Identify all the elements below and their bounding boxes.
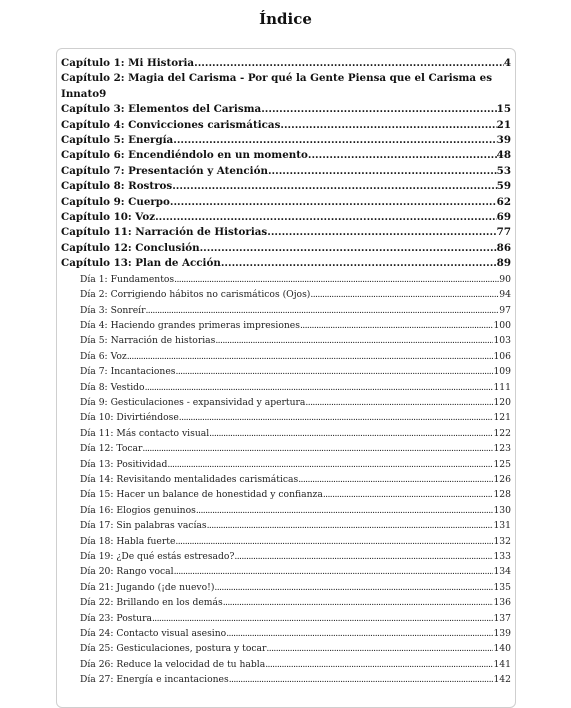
toc-leader <box>265 657 493 672</box>
toc-page-number: 97 <box>499 304 511 316</box>
toc-leader <box>266 641 493 656</box>
toc-leader <box>209 426 493 441</box>
toc-day-8[interactable] <box>61 380 511 395</box>
toc-leader <box>167 457 493 472</box>
toc-page-number: 89 <box>496 257 511 270</box>
toc-leader <box>207 518 494 533</box>
toc-day-9[interactable] <box>61 395 511 410</box>
toc-day-1[interactable] <box>61 272 511 287</box>
toc-chapter-label: Capítulo 6: Encendiéndolo en un momento <box>61 149 308 162</box>
toc-page-number: 69 <box>496 211 511 224</box>
toc-page-number: 86 <box>496 241 511 254</box>
toc-leader <box>179 410 494 425</box>
toc-page-number: 122 <box>493 427 511 439</box>
toc-day-label: Día 4: Haciendo grandes primeras impresiones <box>80 319 300 331</box>
toc-page-number: 135 <box>493 581 511 593</box>
toc-leader <box>145 380 494 395</box>
toc-chapter-label: Capítulo 1: Mi Historia <box>61 57 195 69</box>
toc-leader <box>152 611 494 626</box>
toc-page-number: 100 <box>493 319 511 331</box>
toc-day-20[interactable] <box>61 564 511 579</box>
toc-page-number: 136 <box>493 597 511 609</box>
toc-chapter-1[interactable] <box>61 56 511 71</box>
toc-day-19[interactable] <box>61 549 511 564</box>
toc-page-number: 126 <box>493 473 511 485</box>
toc-day-18[interactable] <box>61 534 511 549</box>
toc-page-number: 53 <box>496 164 511 177</box>
toc-day-label: Día 9: Gesticulaciones - expansividad y apertura <box>80 396 306 408</box>
toc-page-number: 128 <box>493 489 511 501</box>
toc-page-number: 140 <box>493 643 511 655</box>
toc-page-number: 94 <box>499 289 511 301</box>
toc-day-14[interactable] <box>61 472 511 487</box>
toc-leader <box>170 195 497 210</box>
toc-page-number: 4 <box>503 57 511 69</box>
toc-day-11[interactable] <box>61 426 511 441</box>
toc-chapter-label-continued: Innato <box>61 87 100 100</box>
toc-chapter-3[interactable] <box>61 102 511 117</box>
toc-page-number: 15 <box>496 103 511 116</box>
toc-day-16[interactable] <box>61 503 511 518</box>
toc-leader <box>221 256 497 271</box>
toc-page-number: 48 <box>496 149 511 162</box>
toc-chapter-5[interactable] <box>61 133 511 148</box>
toc-day-label: Día 19: ¿De qué estás estresado? <box>80 551 235 562</box>
toc-day-12[interactable] <box>61 441 511 456</box>
toc-leader <box>308 148 497 163</box>
toc-day-label: Día 21: Jugando (¡de nuevo!) <box>80 581 215 593</box>
table-of-contents <box>56 48 516 708</box>
toc-day-26[interactable] <box>61 657 511 672</box>
toc-page-number: 137 <box>493 612 511 624</box>
page-title: Índice <box>259 10 312 28</box>
toc-day-label: Día 24: Contacto visual asesino <box>80 628 227 640</box>
toc-day-label: Día 14: Revisitando mentalidades carismáticas <box>80 473 299 485</box>
toc-day-21[interactable] <box>61 580 511 595</box>
toc-chapter-12[interactable] <box>61 241 511 256</box>
toc-chapter-label: Capítulo 8: Rostros <box>61 180 173 193</box>
toc-page-number: 132 <box>493 535 511 547</box>
toc-leader <box>127 349 494 364</box>
toc-day-label: Día 25: Gesticulaciones, postura y tocar <box>80 643 267 655</box>
toc-leader <box>280 118 496 133</box>
toc-leader <box>310 287 499 302</box>
toc-leader <box>173 133 496 148</box>
toc-page-number: 111 <box>493 381 511 393</box>
toc-chapter-label: Capítulo 11: Narración de Historias <box>61 226 268 239</box>
toc-page-number: 77 <box>496 226 511 239</box>
toc-leader <box>229 672 494 687</box>
toc-leader <box>323 487 494 502</box>
toc-chapter-6[interactable] <box>61 148 511 163</box>
toc-chapter-label: Capítulo 5: Energía <box>61 134 174 147</box>
toc-day-label: Día 20: Rango vocal <box>80 566 174 578</box>
toc-page-number: 123 <box>493 443 511 455</box>
toc-chapter-9[interactable] <box>61 195 511 210</box>
toc-day-2[interactable] <box>61 287 511 302</box>
toc-leader <box>267 225 496 240</box>
toc-day-22[interactable] <box>61 595 511 610</box>
toc-leader <box>215 333 493 348</box>
toc-page-number: 141 <box>493 658 511 670</box>
toc-leader <box>142 441 493 456</box>
toc-leader <box>305 395 493 410</box>
toc-page-number: 133 <box>493 551 511 562</box>
toc-leader <box>172 179 496 194</box>
toc-day-label: Día 3: Sonreír <box>80 304 146 316</box>
toc-day-label: Día 15: Hacer un balance de honestidad y confianza <box>80 489 323 501</box>
toc-day-5[interactable] <box>61 333 511 348</box>
toc-page-number: 103 <box>493 335 511 347</box>
toc-day-23[interactable] <box>61 611 511 626</box>
toc-page-number: 62 <box>496 195 511 208</box>
toc-day-4[interactable] <box>61 318 511 333</box>
toc-day-label: Día 12: Tocar <box>80 443 143 455</box>
toc-leader <box>174 564 494 579</box>
toc-chapter-label: Capítulo 13: Plan de Acción <box>61 257 221 270</box>
toc-page-number: 120 <box>493 396 511 408</box>
toc-chapter-4[interactable] <box>61 118 511 133</box>
toc-leader <box>223 595 494 610</box>
toc-leader <box>234 549 493 564</box>
toc-page-number: 90 <box>499 273 511 285</box>
toc-day-10[interactable] <box>61 410 511 425</box>
toc-leader <box>174 272 499 287</box>
toc-leader <box>268 164 497 179</box>
toc-day-label: Día 1: Fundamentos <box>80 273 175 285</box>
toc-chapter-7[interactable] <box>61 164 511 179</box>
toc-day-label: Día 10: Divirtiéndose <box>80 412 179 424</box>
toc-chapter-label: Capítulo 7: Presentación y Atención <box>61 164 268 177</box>
toc-leader <box>214 580 493 595</box>
toc-day-17[interactable] <box>61 518 511 533</box>
toc-day-3[interactable] <box>61 303 511 318</box>
toc-page-number: 106 <box>493 350 511 362</box>
toc-chapter-11[interactable] <box>61 225 511 240</box>
toc-day-label: Día 7: Incantaciones <box>80 366 176 378</box>
toc-day-label: Día 23: Postura <box>80 612 152 624</box>
toc-page-number: 125 <box>493 458 511 470</box>
toc-page-number: 139 <box>493 628 511 640</box>
toc-chapter-label: Capítulo 9: Cuerpo <box>61 195 170 208</box>
toc-page-number: 131 <box>493 520 511 532</box>
toc-day-label: Día 11: Más contacto visual <box>80 427 210 439</box>
toc-list <box>61 56 511 688</box>
toc-leader <box>194 56 504 71</box>
toc-leader <box>200 241 497 256</box>
toc-day-13[interactable] <box>61 457 511 472</box>
toc-day-24[interactable] <box>61 626 511 641</box>
toc-chapter-label: Capítulo 2: Magia del Carisma - Por qué la Gente Piensa que el Carisma es <box>61 72 493 85</box>
toc-leader <box>145 303 499 318</box>
toc-day-label: Día 18: Habla fuerte <box>80 535 176 547</box>
toc-day-15[interactable] <box>61 487 511 502</box>
toc-chapter-label: Capítulo 4: Convicciones carismáticas <box>61 118 281 131</box>
toc-chapter-2[interactable] <box>61 71 511 102</box>
toc-day-6[interactable] <box>61 349 511 364</box>
toc-day-label: Día 22: Brillando en los demás <box>80 597 223 609</box>
toc-chapter-10[interactable] <box>61 210 511 225</box>
toc-day-label: Día 26: Reduce la velocidad de tu habla <box>80 658 266 670</box>
toc-day-label: Día 6: Voz <box>80 350 127 362</box>
toc-page-number: 39 <box>496 134 511 147</box>
toc-day-27[interactable] <box>61 672 511 687</box>
toc-page-number: 21 <box>496 118 511 131</box>
toc-leader <box>298 472 493 487</box>
toc-page-number: 109 <box>493 366 511 378</box>
toc-chapter-label: Capítulo 10: Voz <box>61 211 156 224</box>
toc-day-25[interactable] <box>61 641 511 656</box>
toc-day-label: Día 2: Corrigiendo hábitos no carismáticos (Ojos) <box>80 289 311 301</box>
toc-page-number: 121 <box>493 412 511 424</box>
toc-day-label: Día 13: Positividad <box>80 458 168 470</box>
toc-day-label: Día 16: Elogios genuinos <box>80 504 196 516</box>
toc-page-number: 9 <box>99 87 107 100</box>
toc-leader <box>155 210 497 225</box>
toc-day-label: Día 5: Narración de historias <box>80 335 216 347</box>
toc-day-label: Día 8: Vestido <box>80 381 145 393</box>
toc-day-label: Día 17: Sin palabras vacías <box>80 520 207 532</box>
toc-day-7[interactable] <box>61 364 511 379</box>
toc-page-number: 134 <box>493 566 511 578</box>
toc-leader <box>261 102 496 117</box>
toc-chapter-13[interactable] <box>61 256 511 271</box>
toc-chapter-label: Capítulo 12: Conclusión <box>61 241 200 254</box>
toc-leader <box>300 318 494 333</box>
toc-chapter-8[interactable] <box>61 179 511 194</box>
toc-chapter-label: Capítulo 3: Elementos del Carisma <box>61 103 262 116</box>
toc-leader <box>226 626 493 641</box>
toc-page-number: 130 <box>493 504 511 516</box>
toc-leader <box>175 534 493 549</box>
toc-leader <box>176 364 494 379</box>
toc-page-number: 59 <box>496 180 511 193</box>
toc-page-number: 142 <box>493 674 511 686</box>
toc-day-label: Día 27: Energía e incantaciones <box>80 674 229 686</box>
toc-leader <box>196 503 494 518</box>
